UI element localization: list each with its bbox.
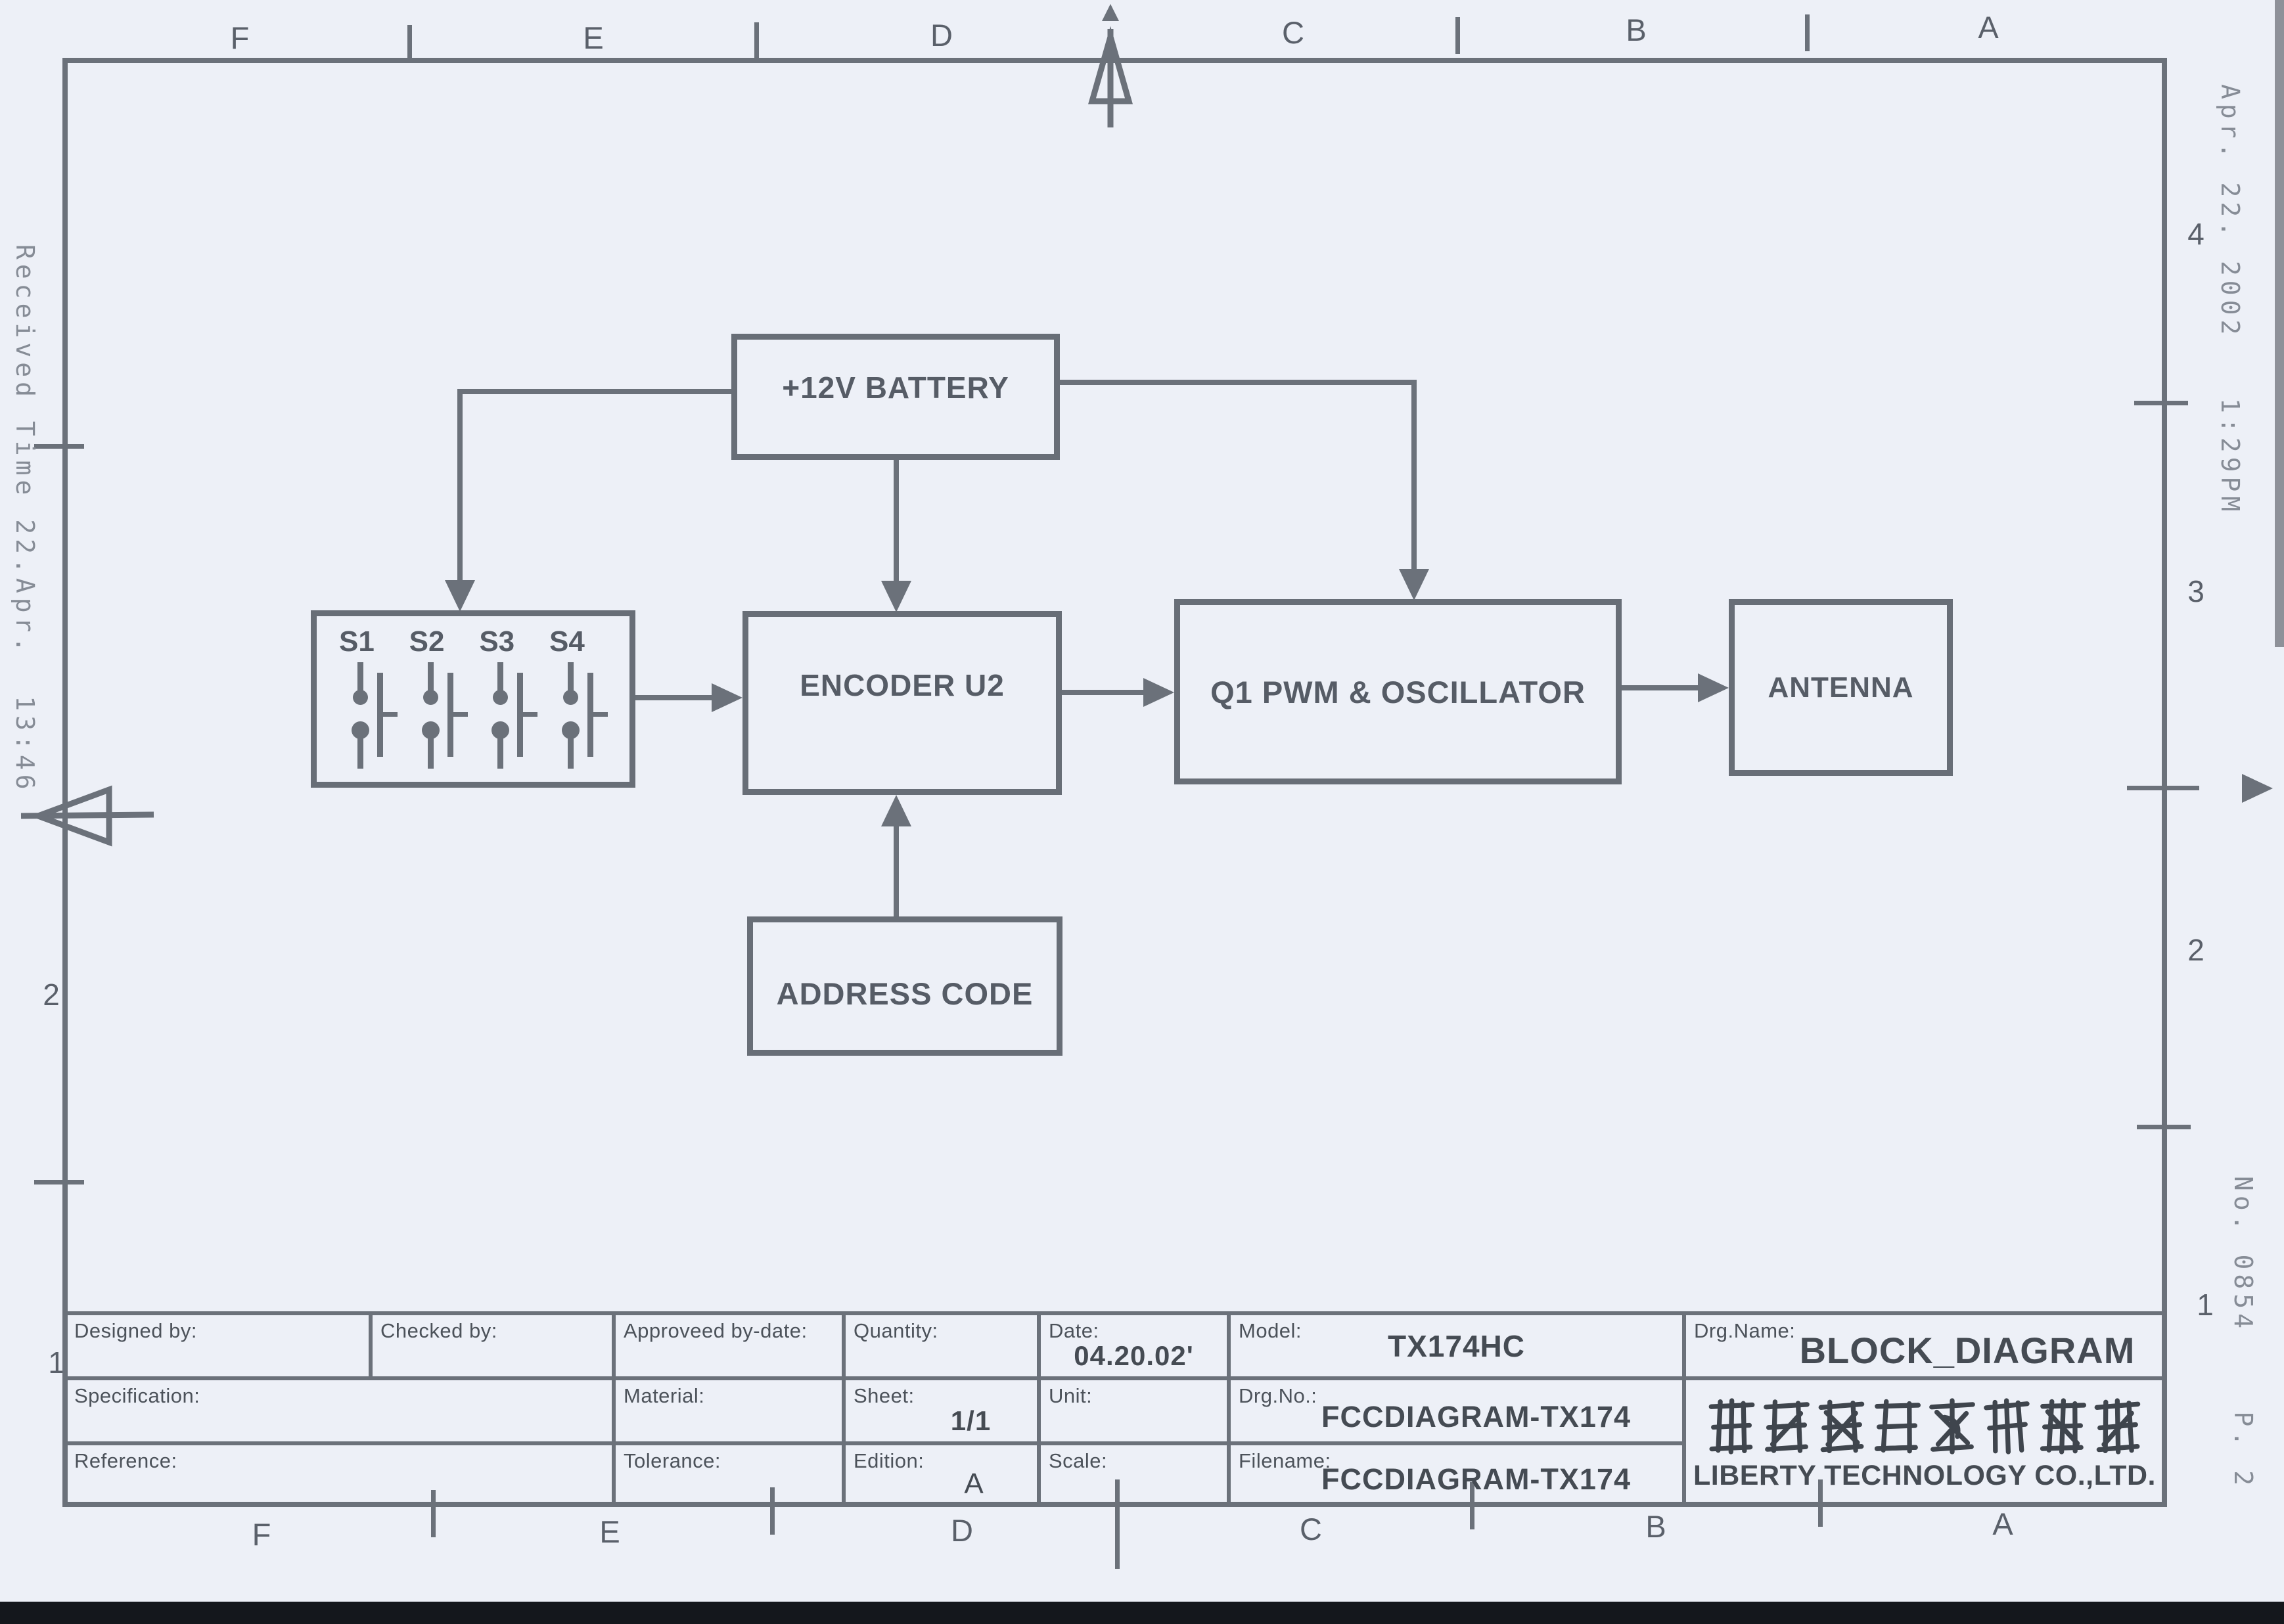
frame-col-bottom-c: C (1300, 1512, 1322, 1546)
switch-symbol-icon (357, 662, 363, 692)
titleblock-quantity-cell (842, 1311, 1041, 1380)
switch-symbol-icon (593, 712, 608, 717)
titleblock-date-cell (1037, 1311, 1231, 1380)
switch-symbol-icon (517, 673, 523, 757)
company-name-english: LIBERTY TECHNOLOGY CO.,LTD. (1693, 1460, 2156, 1491)
drg-name-value: BLOCK_DIAGRAM (1799, 1330, 2136, 1371)
frame-col-bottom-b: B (1645, 1509, 1666, 1544)
switch-symbol-icon (353, 690, 368, 705)
switch-symbol-icon (447, 673, 453, 757)
wire-encoder-to-oscillator (1062, 690, 1145, 695)
scale-label: Scale: (1049, 1449, 1108, 1472)
sheet-label: Sheet: (854, 1384, 915, 1407)
arrowhead-into-oscillator-icon (1143, 678, 1174, 707)
address-code-block (747, 916, 1062, 1056)
titleblock-company-cell (1682, 1376, 2167, 1507)
material-label: Material: (624, 1384, 705, 1407)
battery-label: +12V BATTERY (782, 371, 1009, 405)
drg-name-label: Drg.Name: (1694, 1319, 1796, 1342)
switch-symbol-icon (453, 712, 468, 717)
switch-symbol-icon (357, 736, 363, 769)
switch-symbol-icon (383, 712, 398, 717)
edition-value: A (964, 1468, 984, 1500)
arrowhead-into-switches-icon (445, 580, 475, 612)
arrowhead-into-antenna-icon (1698, 673, 1729, 702)
switch-symbol-icon (428, 662, 434, 692)
switch-symbol-icon (497, 736, 503, 769)
date-value: 04.20.02' (1074, 1340, 1194, 1371)
right-centering-arrow-icon (2242, 774, 2273, 803)
switch-s1 (339, 625, 397, 777)
titleblock-designed-by-cell (62, 1311, 373, 1380)
frame-col-top-a: A (1978, 10, 1999, 45)
scan-edge-band (0, 1602, 2284, 1624)
checked-by-label: Checked by: (380, 1319, 497, 1342)
frame-col-bottom-e: E (599, 1514, 620, 1549)
filename-value: FCCDIAGRAM-TX174 (1321, 1462, 1632, 1496)
unit-label: Unit: (1049, 1384, 1093, 1407)
frame-tick (754, 22, 759, 59)
titleblock-material-cell (612, 1376, 846, 1445)
frame-row-right-1: 1 (2197, 1288, 2214, 1322)
date-label: Date: (1049, 1319, 1099, 1342)
reference-label: Reference: (74, 1449, 177, 1472)
frame-row-left-1: 1 (48, 1345, 65, 1380)
wire-battery-to-encoder (894, 460, 899, 581)
titleblock-approved-cell (612, 1311, 846, 1380)
titleblock-scale-cell (1037, 1441, 1231, 1507)
switch-s4 (549, 625, 607, 777)
drg-no-value: FCCDIAGRAM-TX174 (1321, 1399, 1632, 1433)
model-label: Model: (1239, 1319, 1302, 1342)
frame-col-bottom-f: F (252, 1517, 271, 1552)
frame-tick (34, 1180, 84, 1184)
switch-s1-label: S1 (339, 625, 375, 658)
frame-tick (2134, 401, 2188, 405)
titleblock-checked-by-cell (369, 1311, 616, 1380)
model-value: TX174HC (1388, 1328, 1525, 1363)
switch-symbol-icon (497, 662, 503, 692)
arrowhead-into-oscillator-top-icon (1399, 569, 1429, 600)
drg-no-label: Drg.No.: (1239, 1384, 1317, 1407)
switch-row (317, 616, 629, 777)
wire-oscillator-to-antenna (1622, 685, 1699, 690)
titleblock-specification-cell (62, 1376, 616, 1445)
titleblock-edition-cell (842, 1441, 1041, 1507)
wire-battery-to-oscillator (1060, 380, 1417, 385)
frame-col-top-b: B (1626, 12, 1647, 47)
frame-col-top-e: E (583, 20, 604, 55)
titleblock-sheet-cell (842, 1376, 1041, 1445)
frame-col-bottom-d: D (951, 1513, 973, 1548)
switch-symbol-icon (377, 673, 383, 757)
wire-battery-to-switches (457, 389, 463, 581)
wire-battery-to-oscillator (1411, 380, 1417, 569)
frame-tick (2137, 1125, 2191, 1129)
frame-col-top-d: D (930, 18, 953, 53)
fax-received-stamp: Received Time 22.Apr. 13:46 (11, 244, 39, 794)
switch-block (311, 610, 635, 788)
frame-row-right-4: 4 (2187, 217, 2204, 251)
frame-col-bottom-a: A (1992, 1506, 2013, 1541)
sheet-value: 1/1 (950, 1405, 992, 1436)
fax-datetime-stamp: Apr. 22. 2002 1:29PM (2216, 84, 2245, 516)
switch-symbol-icon (523, 712, 537, 717)
switch-s3 (479, 625, 537, 777)
top-centering-mark-icon (1078, 1, 1143, 129)
frame-tick (407, 25, 412, 62)
frame-row-right-3: 3 (2187, 574, 2204, 608)
antenna-label: ANTENNA (1768, 671, 1914, 704)
quantity-label: Quantity: (854, 1319, 938, 1342)
switch-s2-label: S2 (409, 625, 445, 658)
wire-address-to-encoder (894, 825, 899, 916)
switch-symbol-icon (568, 662, 574, 692)
arrowhead-into-encoder-icon (712, 683, 742, 712)
frame-tick (1805, 14, 1810, 51)
titleblock-unit-cell (1037, 1376, 1231, 1445)
antenna-block (1729, 599, 1953, 776)
switch-symbol-icon (563, 690, 578, 705)
switch-symbol-icon (423, 690, 438, 705)
switch-symbol-icon (568, 736, 574, 769)
tolerance-label: Tolerance: (624, 1449, 721, 1472)
frame-row-left-2: 2 (43, 978, 60, 1012)
switch-symbol-icon (428, 736, 434, 769)
oscillator-block (1174, 599, 1622, 784)
edition-label: Edition: (854, 1449, 925, 1472)
titleblock-drg-name-cell (1682, 1311, 2167, 1380)
titleblock-filename-cell (1227, 1441, 1686, 1507)
company-name-cjk (1706, 1391, 2143, 1457)
titleblock-tolerance-cell (612, 1441, 846, 1507)
frame-col-top-f: F (230, 20, 250, 55)
right-centering-mark (2127, 786, 2199, 790)
frame-col-top-c: C (1282, 15, 1304, 50)
fax-page-stamp: No. 0854 P. 2 (2229, 1176, 2258, 1491)
switch-symbol-icon (587, 673, 593, 757)
wire-switches-to-encoder (635, 695, 713, 700)
titleblock-drg-no-cell (1227, 1376, 1686, 1445)
approved-by-label: Approveed by-date: (624, 1319, 808, 1342)
frame-tick (1455, 17, 1460, 54)
oscillator-label: Q1 PWM & OSCILLATOR (1210, 674, 1586, 710)
filename-label: Filename: (1239, 1449, 1331, 1472)
specification-label: Specification: (74, 1384, 200, 1407)
titleblock-model-cell (1227, 1311, 1686, 1380)
address-code-label: ADDRESS CODE (776, 976, 1034, 1011)
scan-edge-sliver (2275, 0, 2284, 647)
encoder-block (742, 611, 1062, 795)
titleblock-reference-cell (62, 1441, 616, 1507)
designed-by-label: Designed by: (74, 1319, 197, 1342)
frame-row-right-2: 2 (2187, 933, 2204, 967)
switch-s4-label: S4 (549, 625, 585, 658)
arrowhead-into-encoder-top-icon (881, 581, 911, 612)
wire-battery-to-switches (460, 389, 731, 394)
switch-symbol-icon (493, 690, 508, 705)
encoder-label: ENCODER U2 (800, 668, 1005, 702)
arrowhead-up-into-encoder-icon (881, 795, 911, 826)
switch-s2 (409, 625, 467, 777)
switch-s3-label: S3 (479, 625, 515, 658)
frame-tick (34, 444, 84, 449)
battery-block (731, 334, 1060, 460)
